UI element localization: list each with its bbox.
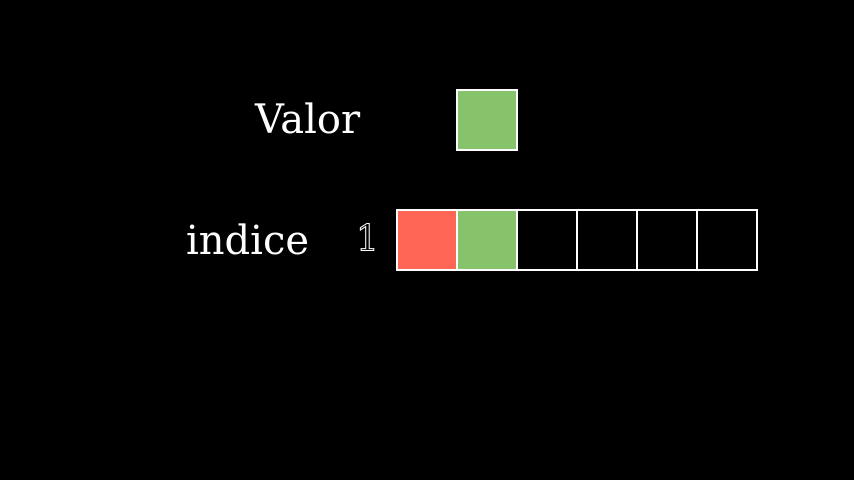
array-cell-2 (516, 209, 578, 271)
array-cell-3 (576, 209, 638, 271)
array-cell-1 (456, 209, 518, 271)
array-row (396, 209, 758, 271)
array-cell-0 (396, 209, 458, 271)
index-number: 1 (356, 219, 379, 260)
array-cell-5 (696, 209, 758, 271)
value-cell (456, 89, 518, 151)
array-cell-4 (636, 209, 698, 271)
indice-label: indice (186, 218, 310, 264)
valor-label: Valor (255, 97, 361, 143)
